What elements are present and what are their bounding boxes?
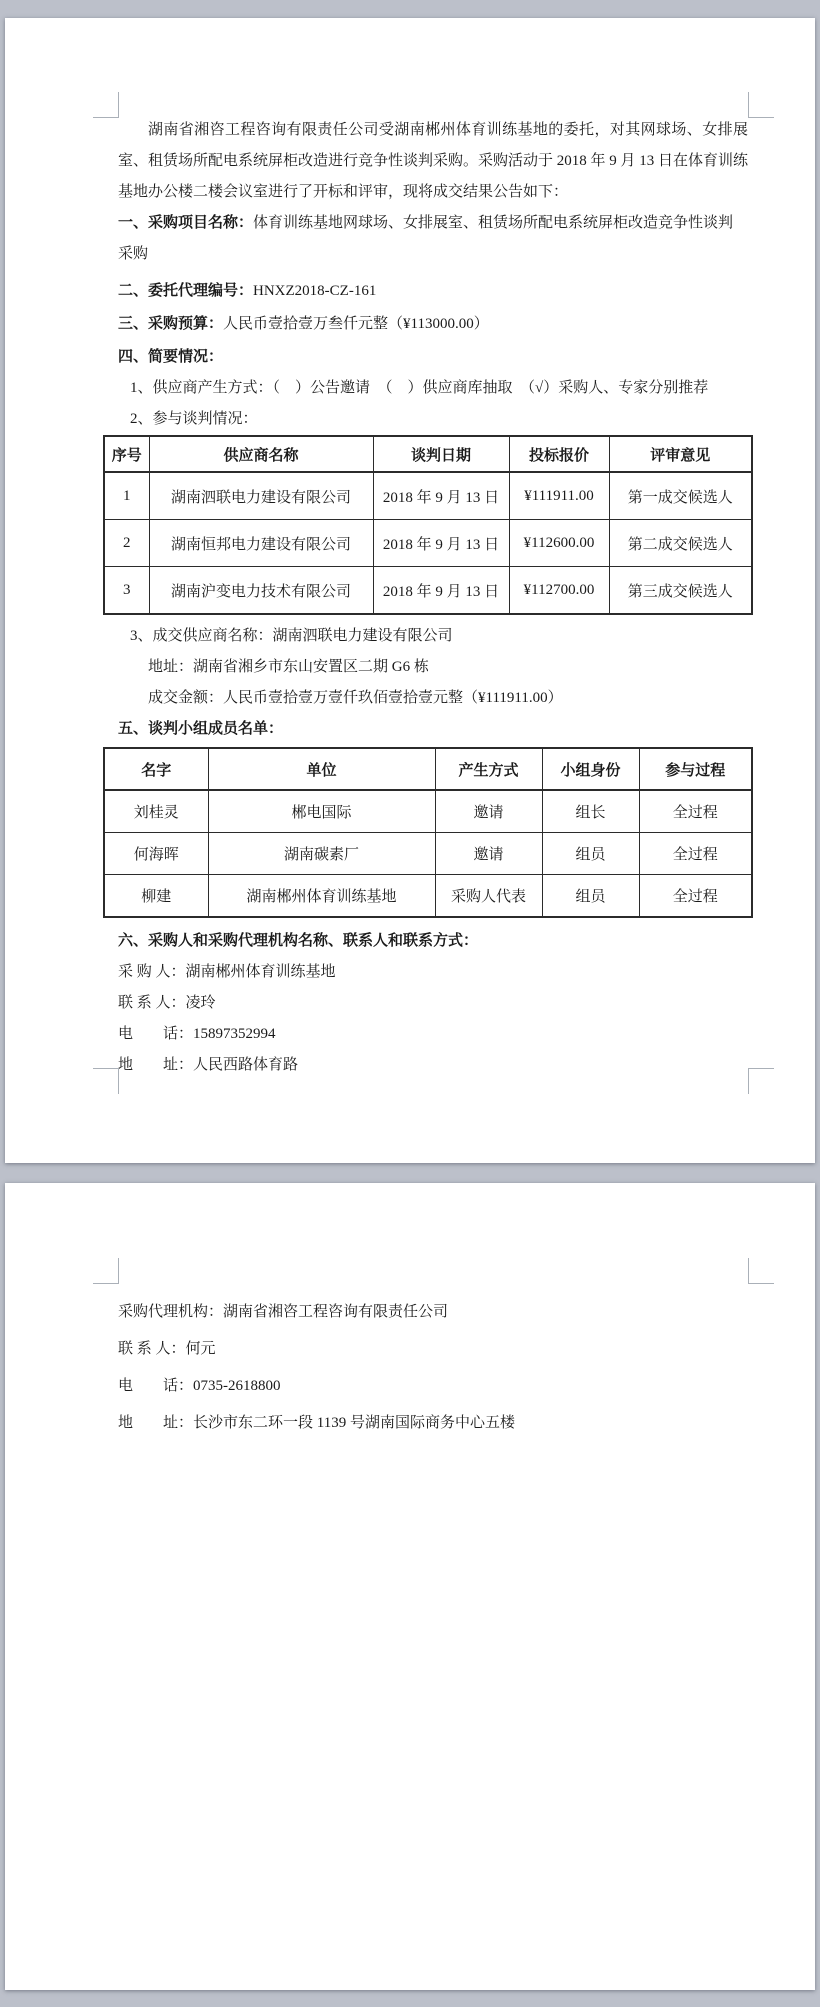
table-cell: ¥111911.00 bbox=[509, 472, 609, 520]
agency-phone-line: 电 话：0735-2618800 bbox=[118, 1378, 281, 1394]
table-cell: 湖南泗联电力建设有限公司 bbox=[149, 472, 373, 520]
table-row bbox=[104, 833, 752, 875]
margin-corner-mark bbox=[748, 1258, 774, 1284]
agency-address-line: 地 址：长沙市东二环一段 1139 号湖南国际商务中心五楼 bbox=[118, 1415, 515, 1431]
item-2 bbox=[118, 276, 748, 307]
column-header: 谈判日期 bbox=[373, 436, 509, 472]
page-1 bbox=[5, 18, 815, 1163]
table-header-row bbox=[104, 436, 752, 472]
table-cell: ¥112700.00 bbox=[509, 567, 609, 615]
table-cell: 采购人代表 bbox=[435, 875, 542, 918]
table-cell: 刘桂灵 bbox=[104, 790, 208, 833]
table-cell: 组员 bbox=[542, 833, 639, 875]
table-cell: 2 bbox=[104, 520, 149, 567]
table-cell: 湖南恒邦电力建设有限公司 bbox=[149, 520, 373, 567]
margin-corner-mark bbox=[93, 1258, 119, 1284]
table-cell: 组长 bbox=[542, 790, 639, 833]
margin-corner-mark bbox=[748, 1068, 774, 1094]
table-row bbox=[104, 567, 752, 615]
table-cell: 全过程 bbox=[639, 790, 752, 833]
table-cell: 湖南郴州体育训练基地 bbox=[208, 875, 435, 918]
table-cell: 组员 bbox=[542, 875, 639, 918]
item-6-label: 六、采购人和采购代理机构名称、联系人和联系方式： bbox=[118, 933, 479, 949]
table-cell: 第一成交候选人 bbox=[609, 472, 752, 520]
item-2-label: 二、委托代理编号： bbox=[118, 283, 254, 299]
margin-corner-mark bbox=[93, 92, 119, 118]
negotiation-participation-line: 2、参与谈判情况： bbox=[130, 411, 258, 427]
table-row bbox=[104, 875, 752, 918]
negotiation-results-table bbox=[103, 435, 753, 615]
table-cell: 全过程 bbox=[639, 875, 752, 918]
table-cell: 何海晖 bbox=[104, 833, 208, 875]
table-cell: 3 bbox=[104, 567, 149, 615]
column-header: 投标报价 bbox=[509, 436, 609, 472]
agency-line: 采购代理机构：湖南省湘咨工程咨询有限责任公司 bbox=[118, 1304, 449, 1320]
item-4 bbox=[118, 342, 748, 373]
winner-address-line: 地址：湖南省湘乡市东山安置区二期 G6 栋 bbox=[148, 659, 429, 675]
column-header: 序号 bbox=[104, 436, 149, 472]
table-cell: 湖南碳素厂 bbox=[208, 833, 435, 875]
item-5 bbox=[118, 714, 748, 745]
column-header: 参与过程 bbox=[639, 748, 752, 790]
column-header: 评审意见 bbox=[609, 436, 752, 472]
buyer-address-line: 地 址：人民西路体育路 bbox=[118, 1057, 299, 1073]
item-6 bbox=[118, 926, 748, 957]
table-cell: 2018 年 9 月 13 日 bbox=[373, 567, 509, 615]
item-1-label: 一、采购项目名称： bbox=[118, 215, 254, 231]
column-header: 产生方式 bbox=[435, 748, 542, 790]
table-header-row bbox=[104, 748, 752, 790]
table-cell: 郴电国际 bbox=[208, 790, 435, 833]
winner-line: 3、成交供应商名称：湖南泗联电力建设有限公司 bbox=[130, 628, 453, 644]
table-cell: 2018 年 9 月 13 日 bbox=[373, 472, 509, 520]
column-header: 供应商名称 bbox=[149, 436, 373, 472]
table-cell: 2018 年 9 月 13 日 bbox=[373, 520, 509, 567]
column-header: 小组身份 bbox=[542, 748, 639, 790]
agency-contact-line: 联 系 人：何元 bbox=[118, 1341, 216, 1357]
table-row bbox=[104, 790, 752, 833]
table-cell: 第二成交候选人 bbox=[609, 520, 752, 567]
supplier-selection-method-line: 1、供应商产生方式：（ ）公告邀请 （ ）供应商库抽取 （√）采购人、专家分别推荐 bbox=[130, 380, 709, 396]
column-header: 名字 bbox=[104, 748, 208, 790]
winner-amount-line: 成交金额：人民币壹拾壹万壹仟玖佰壹拾壹元整（¥111911.00） bbox=[148, 690, 563, 706]
table-cell: 湖南沪变电力技术有限公司 bbox=[149, 567, 373, 615]
item-1-text: 体育训练基地网球场、女排展室、租赁场所配电系统屏柜改造竞争性谈判采购 bbox=[118, 215, 734, 262]
item-3-text: 人民币壹拾壹万叁仟元整（¥113000.00） bbox=[223, 316, 489, 332]
margin-corner-mark bbox=[748, 92, 774, 118]
table-row bbox=[104, 520, 752, 567]
table-cell: 邀请 bbox=[435, 790, 542, 833]
item-4-label: 四、简要情况： bbox=[118, 349, 224, 365]
intro-paragraph: 湖南省湘咨工程咨询有限责任公司受湖南郴州体育训练基地的委托，对其网球场、女排展室、租赁场所配电系统屏柜改造进行竞争性谈判采购。采购活动于 2018 年 9 月 13 日在体育训练基地办公楼二楼会议室进行了开标和评审，现将成交结果公告如下： bbox=[118, 122, 749, 200]
table-cell: 全过程 bbox=[639, 833, 752, 875]
table-cell: ¥112600.00 bbox=[509, 520, 609, 567]
margin-corner-mark bbox=[93, 1068, 119, 1094]
panel-members-table bbox=[103, 747, 753, 918]
item-2-text: HNXZ2018-CZ-161 bbox=[253, 283, 377, 299]
item-3 bbox=[118, 309, 748, 340]
buyer-contact-line: 联 系 人：凌玲 bbox=[118, 995, 216, 1011]
item-3-label: 三、采购预算： bbox=[118, 316, 224, 332]
buyer-line: 采 购 人：湖南郴州体育训练基地 bbox=[118, 964, 336, 980]
table-cell: 1 bbox=[104, 472, 149, 520]
table-cell: 邀请 bbox=[435, 833, 542, 875]
table-row bbox=[104, 472, 752, 520]
table-cell: 柳建 bbox=[104, 875, 208, 918]
column-header: 单位 bbox=[208, 748, 435, 790]
item-1 bbox=[118, 208, 748, 270]
buyer-phone-line: 电 话：15897352994 bbox=[118, 1026, 276, 1042]
item-5-label: 五、谈判小组成员名单： bbox=[118, 721, 284, 737]
page-2 bbox=[5, 1183, 815, 1990]
table-cell: 第三成交候选人 bbox=[609, 567, 752, 615]
